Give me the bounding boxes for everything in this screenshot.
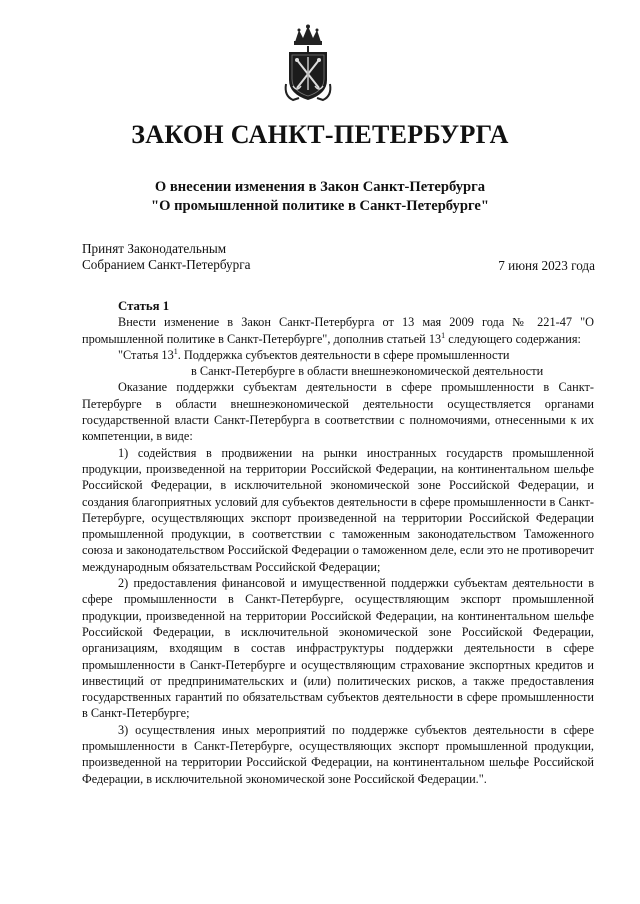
adoption-note [82,241,251,273]
list-item-2: 2) предоставления финансовой и имущественной поддержки субъектам деятельности в сфере промышленности в Санкт-Петербурге, осуществляющим экспорт промышленной продукции, произведенной на территории Российской Федерации, на континентальном шельфе Российской Федерации, в исключительной экономической зоне Российской Федерации, организациям, входящим в состав инфраструктуры поддержки деятельности в сфере промышленности в Санкт-Петербурге и осуществляющим страхование экспортных кредитов и инвестиций от предпринимательских и (или) политических рисков, а также предоставления государственных гарантий по обязательствам субъектов деятельности в сфере промышленности в Санкт-Петербурге; [82,576,594,721]
subtitle-line-2: "О промышленной политике в Санкт-Петербурге" [151,198,489,214]
article-heading: Статья 1 [118,299,170,313]
new-article-title: "Статья $13^1$. Поддержка субъектов деятельности в сфере промышленности в Санкт-Петербурге в области внешнеэкономической деятельности [118,346,544,379]
law-title: ЗАКОН САНКТ-ПЕТЕРБУРГА [131,120,509,149]
list-item-1: 1) содействия в продвижении на рынки иностранных государств промышленной продукции, произведенной на территории Российской Федерации, на континентальном шельфе Российской Федерации, в исключительной экономической зоне Российской Федерации, и создания благоприятных условий для субъектов деятельности в сфере промышленности в Санкт-Петербурге, осуществляющих экспорт произведенной на территории Российской Федерации промышленной продукции, в соответствии с таможенным законодательством Таможенного союза и законодательством Российской Федерации о таможенном деле, если это не противоречит международным обязательствам Российской Федерации; [82,445,594,574]
coat-of-arms-icon [281,24,335,106]
adoption-line-1: Принят Законодательным [82,241,227,256]
list-item-3: 3) осуществления иных мероприятий по поддержке субъектов деятельности в сфере промышленности в Санкт-Петербурге, осуществляющих экспорт промышленной продукции, произведенной на территории Российской Федерации, на континентальном шельфе Российской Федерации, в исключительной экономической зоне Российской Федерации.". [82,722,594,786]
adoption-date: 7 июня 2023 года [498,258,595,273]
law-subtitle [0,178,640,216]
article-intro: Внести изменение в Закон Санкт-Петербурга от 13 мая 2009 года № 221-47 "О промышленной политике в Санкт-Петербурге", дополнив статьей $13^1$ следующего содержания: [82,315,594,346]
adoption-line-2: Собранием Санкт-Петербурга [82,257,251,272]
subtitle-line-1: О внесении изменения в Закон Санкт-Петербурга [154,179,486,195]
paragraph-intro: Оказание поддержки субъектам деятельности в сфере промышленности в Санкт-Петербурге в области внешнеэкономической деятельности осуществляется органами государственной власти Санкт-Петербурга в соответствии с полномочиями, отнесенными к их компетенции, в виде: [82,380,594,444]
article-body [82,298,594,787]
